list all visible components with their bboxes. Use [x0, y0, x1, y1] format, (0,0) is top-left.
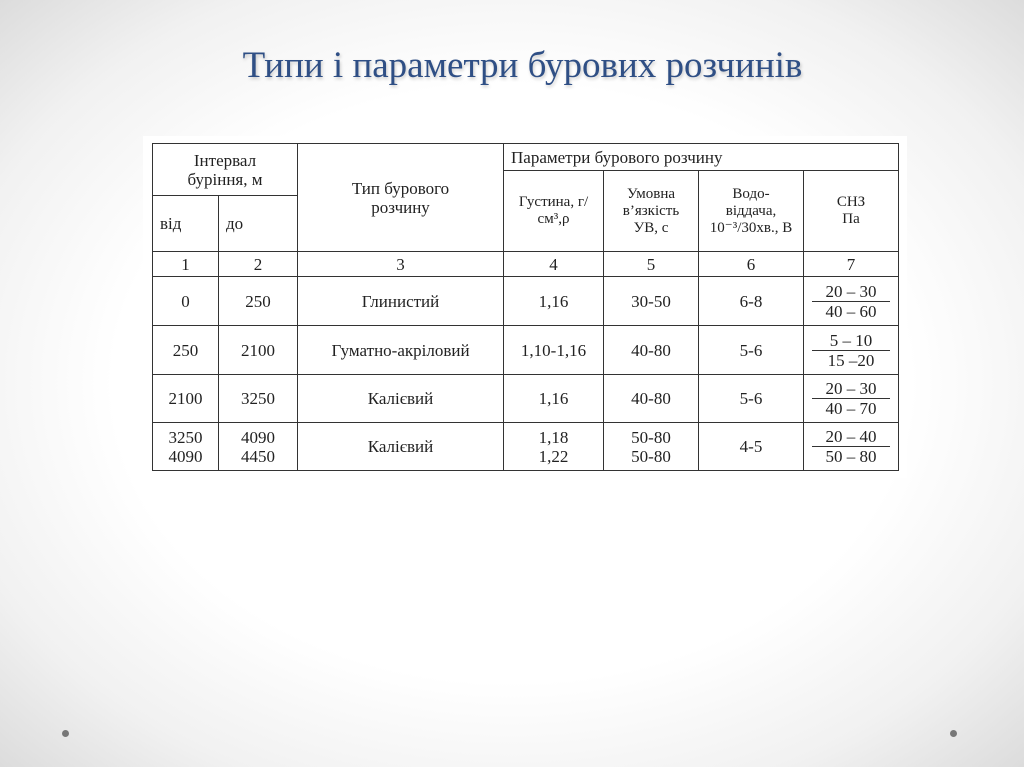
snz-bottom: 40 – 60	[825, 301, 877, 321]
cell-type: Глинистий	[298, 277, 504, 326]
snz-top: 20 – 40	[812, 427, 890, 447]
snz-bottom: 40 – 70	[825, 399, 877, 418]
cell-viscosity: 40-80	[604, 375, 699, 423]
header-density: Густина, г/см³,ρ	[504, 171, 604, 252]
index-cell: 1	[153, 252, 219, 277]
header-water-loss: Водо-віддача, 10⁻³/30хв., В	[699, 171, 804, 252]
cell-from: 0	[153, 277, 219, 326]
decorative-dot-left	[62, 730, 69, 737]
snz-bottom: 15 –20	[827, 350, 875, 370]
header-viscosity: Умовна в’язкість УВ, с	[604, 171, 699, 252]
cell-type: Калієвий	[298, 375, 504, 423]
cell-water-loss: 5-6	[699, 326, 804, 375]
snz-top: 5 – 10	[812, 331, 890, 351]
cell-snz	[804, 423, 899, 471]
cell-to: 250	[219, 277, 298, 326]
cell-from: 2100	[153, 375, 219, 423]
cell-density: 1,10-1,16	[504, 326, 604, 375]
drilling-fluid-table-image	[143, 136, 907, 478]
table-row	[153, 375, 899, 423]
index-cell: 5	[604, 252, 699, 277]
cell-snz	[804, 277, 899, 326]
cell-from: 250	[153, 326, 219, 375]
snz-bottom: 50 – 80	[825, 447, 877, 466]
cell-density: 1,18 1,22	[504, 423, 604, 471]
header-snz: СНЗ Па	[804, 171, 899, 252]
cell-water-loss: 6-8	[699, 277, 804, 326]
slide-title: Типи і параметри бурових розчинів	[242, 45, 803, 86]
index-row	[153, 252, 899, 277]
cell-water-loss: 4-5	[699, 423, 804, 471]
cell-viscosity: 30-50	[604, 277, 699, 326]
header-interval: Інтервал буріння, м	[153, 144, 298, 196]
cell-type: Гуматно-акріловий	[298, 326, 504, 375]
index-cell: 7	[804, 252, 899, 277]
cell-density: 1,16	[504, 277, 604, 326]
snz-top: 20 – 30	[812, 379, 890, 399]
index-cell: 6	[699, 252, 804, 277]
cell-density: 1,16	[504, 375, 604, 423]
cell-viscosity: 40-80	[604, 326, 699, 375]
header-params: Параметри бурового розчину	[504, 144, 899, 171]
cell-to: 3250	[219, 375, 298, 423]
drilling-fluid-table	[152, 143, 899, 471]
cell-from: 3250 4090	[153, 423, 219, 471]
decorative-dot-right	[950, 730, 957, 737]
table-row	[153, 277, 899, 326]
cell-water-loss: 5-6	[699, 375, 804, 423]
cell-snz	[804, 326, 899, 375]
index-cell: 3	[298, 252, 504, 277]
index-cell: 2	[219, 252, 298, 277]
cell-snz	[804, 375, 899, 423]
header-type: Тип бурового розчину	[298, 144, 504, 252]
cell-to: 4090 4450	[219, 423, 298, 471]
snz-top: 20 – 30	[812, 282, 890, 302]
index-cell: 4	[504, 252, 604, 277]
header-to: до	[219, 196, 298, 252]
cell-to: 2100	[219, 326, 298, 375]
cell-viscosity: 50-80 50-80	[604, 423, 699, 471]
table-row	[153, 423, 899, 471]
table-row	[153, 326, 899, 375]
cell-type: Калієвий	[298, 423, 504, 471]
header-from: від	[153, 196, 219, 252]
